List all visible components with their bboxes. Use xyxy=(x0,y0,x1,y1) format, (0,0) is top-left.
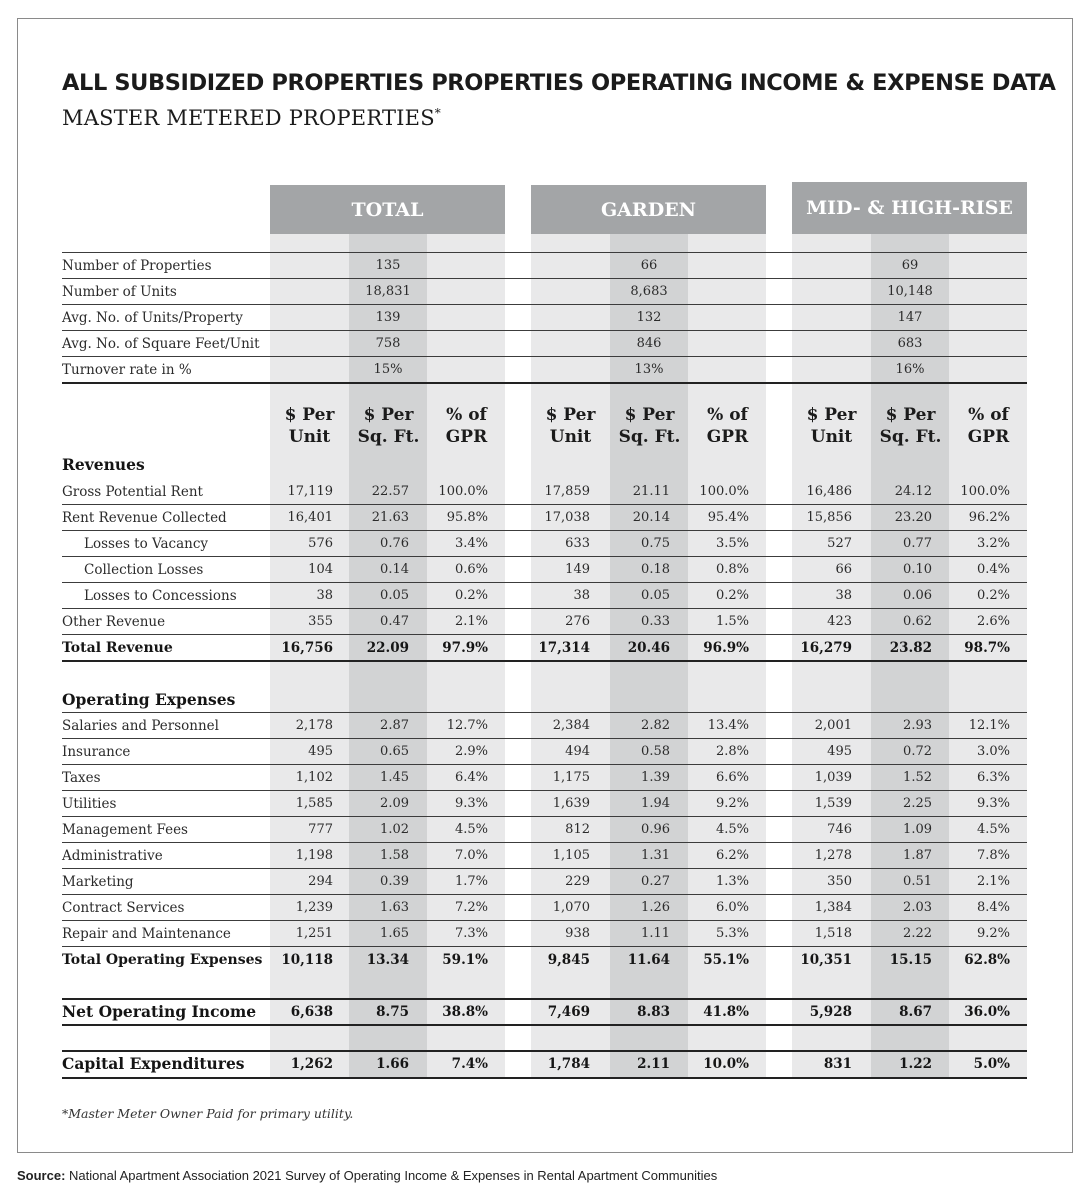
data-cell: 7.3% xyxy=(454,926,488,941)
data-cell: 294 xyxy=(308,874,333,889)
data-cell: 1.3% xyxy=(715,874,749,889)
data-cell: 3.0% xyxy=(976,744,1010,759)
capital-expenditures-row xyxy=(0,1051,1092,1077)
data-cell: 229 xyxy=(565,874,590,889)
group-header-mid-high-rise: MID- & HIGH-RISE xyxy=(792,182,1027,234)
column-header-line: Unit xyxy=(549,427,592,447)
data-cell: 938 xyxy=(565,926,590,941)
data-cell: 7.2% xyxy=(454,900,488,915)
data-cell: 100.0% xyxy=(438,484,488,499)
data-cell: 8.75 xyxy=(376,1004,409,1020)
data-cell: 11.64 xyxy=(627,952,670,968)
row-label: Other Revenue xyxy=(62,614,166,630)
net-operating-income-row xyxy=(0,999,1092,1025)
row-label: Number of Units xyxy=(62,284,177,300)
data-cell: 1.22 xyxy=(899,1056,932,1072)
stats-row xyxy=(0,253,1092,279)
data-cell: 1.66 xyxy=(376,1056,409,1072)
data-cell: 4.5% xyxy=(715,822,749,837)
data-cell: 2.1% xyxy=(976,874,1010,889)
data-row xyxy=(0,531,1092,557)
data-cell: 8.83 xyxy=(637,1004,670,1020)
stats-value: 69 xyxy=(901,258,919,273)
data-cell: 1,784 xyxy=(547,1056,590,1072)
data-cell: 20.46 xyxy=(627,640,670,656)
section-rule xyxy=(62,1077,1027,1079)
column-header xyxy=(688,404,767,448)
column-header xyxy=(349,404,428,448)
data-cell: 95.8% xyxy=(446,510,488,525)
column-header-line: $ Per xyxy=(545,405,596,425)
data-cell: 0.33 xyxy=(641,614,670,629)
data-cell: 3.4% xyxy=(454,536,488,551)
data-cell: 13.4% xyxy=(707,718,749,733)
column-header-line: % of xyxy=(707,405,748,425)
data-cell: 2.1% xyxy=(454,614,488,629)
total-row xyxy=(0,635,1092,661)
data-cell: 8.67 xyxy=(899,1004,932,1020)
data-cell: 1.11 xyxy=(641,926,670,941)
data-cell: 1.31 xyxy=(641,848,670,863)
data-cell: 95.4% xyxy=(707,510,749,525)
data-cell: 1.39 xyxy=(641,770,670,785)
stats-value: 135 xyxy=(375,258,401,273)
data-row xyxy=(0,869,1092,895)
data-cell: 8.4% xyxy=(976,900,1010,915)
data-row xyxy=(0,479,1092,505)
data-cell: 20.14 xyxy=(632,510,670,525)
data-cell: 10,118 xyxy=(281,952,333,968)
row-label: Avg. No. of Square Feet/Unit xyxy=(62,336,260,352)
column-header-line: $ Per xyxy=(363,405,414,425)
data-cell: 9,845 xyxy=(547,952,590,968)
stats-value: 66 xyxy=(640,258,658,273)
data-cell: 7.8% xyxy=(976,848,1010,863)
column-header-line: GPR xyxy=(706,427,749,447)
expenses-section-header xyxy=(0,687,1092,713)
data-cell: 0.76 xyxy=(380,536,409,551)
stats-value: 132 xyxy=(636,310,662,325)
row-label: Administrative xyxy=(62,848,163,864)
data-cell: 1,518 xyxy=(814,926,852,941)
data-cell: 2.82 xyxy=(641,718,670,733)
stats-value: 147 xyxy=(897,310,923,325)
data-cell: 1.52 xyxy=(903,770,932,785)
data-cell: 21.11 xyxy=(632,484,670,499)
data-cell: 2.87 xyxy=(380,718,409,733)
data-cell: 1.58 xyxy=(380,848,409,863)
data-cell: 1,102 xyxy=(295,770,333,785)
data-cell: 746 xyxy=(827,822,852,837)
data-cell: 12.7% xyxy=(446,718,488,733)
group-header-total: TOTAL xyxy=(270,185,505,234)
data-cell: 276 xyxy=(565,614,590,629)
row-label: Rent Revenue Collected xyxy=(62,510,227,526)
footnote: *Master Meter Owner Paid for primary utility. xyxy=(62,1106,354,1121)
data-cell: 527 xyxy=(827,536,852,551)
data-cell: 0.75 xyxy=(641,536,670,551)
data-cell: 1.45 xyxy=(380,770,409,785)
data-cell: 22.09 xyxy=(366,640,409,656)
data-cell: 423 xyxy=(827,614,852,629)
data-cell: 7.4% xyxy=(451,1056,488,1072)
data-row xyxy=(0,765,1092,791)
data-row xyxy=(0,713,1092,739)
data-cell: 17,119 xyxy=(287,484,333,499)
data-cell: 38 xyxy=(316,588,333,603)
column-header xyxy=(792,404,871,448)
stats-row xyxy=(0,305,1092,331)
data-cell: 6,638 xyxy=(290,1004,333,1020)
data-cell: 494 xyxy=(565,744,590,759)
data-cell: 2.11 xyxy=(637,1056,670,1072)
row-label: Number of Properties xyxy=(62,258,212,274)
data-cell: 1.65 xyxy=(380,926,409,941)
data-cell: 12.1% xyxy=(968,718,1010,733)
stats-row xyxy=(0,331,1092,357)
data-cell: 633 xyxy=(565,536,590,551)
data-cell: 6.3% xyxy=(976,770,1010,785)
page-title: ALL SUBSIDIZED PROPERTIES PROPERTIES OPERATING INCOME & EXPENSE DATA xyxy=(62,70,1056,96)
data-cell: 3.2% xyxy=(976,536,1010,551)
data-cell: 98.7% xyxy=(964,640,1010,656)
row-label: Collection Losses xyxy=(84,562,204,578)
total-row xyxy=(0,947,1092,973)
column-header-line: $ Per xyxy=(284,405,335,425)
row-label: Total Operating Expenses xyxy=(62,952,263,968)
stats-value: 10,148 xyxy=(887,284,933,299)
data-cell: 9.2% xyxy=(976,926,1010,941)
page-subtitle xyxy=(62,106,441,130)
column-header-line: Sq. Ft. xyxy=(618,427,681,447)
data-cell: 13.34 xyxy=(366,952,409,968)
data-cell: 23.82 xyxy=(889,640,932,656)
data-cell: 5,928 xyxy=(809,1004,852,1020)
data-cell: 23.20 xyxy=(894,510,932,525)
column-header-line: $ Per xyxy=(885,405,936,425)
data-cell: 1.5% xyxy=(715,614,749,629)
data-cell: 9.3% xyxy=(976,796,1010,811)
data-row xyxy=(0,739,1092,765)
data-cell: 41.8% xyxy=(703,1004,749,1020)
data-row xyxy=(0,791,1092,817)
data-cell: 495 xyxy=(308,744,333,759)
data-cell: 15.15 xyxy=(889,952,932,968)
column-header xyxy=(427,404,506,448)
data-cell: 1.7% xyxy=(454,874,488,889)
data-cell: 0.18 xyxy=(641,562,670,577)
data-cell: 0.65 xyxy=(380,744,409,759)
column-header-line: % of xyxy=(968,405,1009,425)
data-cell: 576 xyxy=(308,536,333,551)
data-cell: 1,251 xyxy=(295,926,333,941)
data-cell: 38.8% xyxy=(442,1004,488,1020)
data-cell: 0.62 xyxy=(903,614,932,629)
data-cell: 0.14 xyxy=(380,562,409,577)
column-header xyxy=(871,404,950,448)
column-header-line: Sq. Ft. xyxy=(357,427,420,447)
data-cell: 6.4% xyxy=(454,770,488,785)
row-label: Capital Expenditures xyxy=(62,1054,245,1073)
section-label: Revenues xyxy=(62,455,145,474)
data-cell: 1.87 xyxy=(903,848,932,863)
data-cell: 1,070 xyxy=(552,900,590,915)
data-cell: 0.72 xyxy=(903,744,932,759)
stats-value: 18,831 xyxy=(365,284,411,299)
data-cell: 38 xyxy=(835,588,852,603)
data-cell: 355 xyxy=(308,614,333,629)
data-cell: 1.94 xyxy=(641,796,670,811)
data-cell: 1,585 xyxy=(295,796,333,811)
data-cell: 2,384 xyxy=(552,718,590,733)
data-cell: 1,262 xyxy=(290,1056,333,1072)
data-cell: 2,001 xyxy=(814,718,852,733)
data-cell: 7,469 xyxy=(547,1004,590,1020)
data-cell: 2.03 xyxy=(903,900,932,915)
column-header-line: % of xyxy=(446,405,487,425)
row-label: Salaries and Personnel xyxy=(62,718,219,734)
data-cell: 149 xyxy=(565,562,590,577)
column-header-line: GPR xyxy=(445,427,488,447)
data-cell: 350 xyxy=(827,874,852,889)
data-row xyxy=(0,583,1092,609)
row-label: Insurance xyxy=(62,744,131,760)
source-text: National Apartment Association 2021 Survey of Operating Income & Expenses in Rental Apartment Communities xyxy=(69,1168,718,1183)
data-cell: 1,278 xyxy=(814,848,852,863)
data-row xyxy=(0,817,1092,843)
revenues-section-header xyxy=(0,452,1092,478)
data-cell: 100.0% xyxy=(960,484,1010,499)
data-cell: 66 xyxy=(835,562,852,577)
data-cell: 7.0% xyxy=(454,848,488,863)
stats-row xyxy=(0,357,1092,383)
data-cell: 0.27 xyxy=(641,874,670,889)
data-cell: 1,105 xyxy=(552,848,590,863)
data-cell: 2,178 xyxy=(295,718,333,733)
data-cell: 0.6% xyxy=(454,562,488,577)
stats-value: 8,683 xyxy=(630,284,668,299)
data-cell: 0.77 xyxy=(903,536,932,551)
column-header xyxy=(531,404,610,448)
data-cell: 59.1% xyxy=(442,952,488,968)
column-header-line: Sq. Ft. xyxy=(879,427,942,447)
source-line xyxy=(17,1168,717,1183)
data-cell: 0.47 xyxy=(380,614,409,629)
row-label: Gross Potential Rent xyxy=(62,484,203,500)
column-header xyxy=(610,404,689,448)
stats-row xyxy=(0,279,1092,305)
data-cell: 3.5% xyxy=(715,536,749,551)
data-cell: 4.5% xyxy=(454,822,488,837)
group-header-garden: GARDEN xyxy=(531,185,766,234)
row-label: Marketing xyxy=(62,874,134,890)
data-cell: 36.0% xyxy=(964,1004,1010,1020)
data-cell: 2.09 xyxy=(380,796,409,811)
data-cell: 16,401 xyxy=(287,510,333,525)
column-header-line: $ Per xyxy=(624,405,675,425)
data-cell: 5.3% xyxy=(715,926,749,941)
data-cell: 96.2% xyxy=(968,510,1010,525)
data-cell: 1,175 xyxy=(552,770,590,785)
data-cell: 1,039 xyxy=(814,770,852,785)
data-cell: 2.25 xyxy=(903,796,932,811)
data-cell: 16,486 xyxy=(806,484,852,499)
data-cell: 100.0% xyxy=(699,484,749,499)
column-header xyxy=(270,404,349,448)
column-header-line: Unit xyxy=(288,427,331,447)
data-cell: 0.96 xyxy=(641,822,670,837)
data-cell: 0.2% xyxy=(454,588,488,603)
data-cell: 104 xyxy=(308,562,333,577)
data-cell: 0.39 xyxy=(380,874,409,889)
stats-value: 13% xyxy=(634,362,664,377)
row-label: Avg. No. of Units/Property xyxy=(62,310,243,326)
row-label: Utilities xyxy=(62,796,117,812)
stats-value: 846 xyxy=(636,336,662,351)
data-cell: 0.05 xyxy=(641,588,670,603)
data-cell: 2.8% xyxy=(715,744,749,759)
data-cell: 38 xyxy=(573,588,590,603)
data-cell: 97.9% xyxy=(442,640,488,656)
row-label: Net Operating Income xyxy=(62,1002,257,1021)
row-label: Total Revenue xyxy=(62,640,173,656)
data-row xyxy=(0,505,1092,531)
data-cell: 62.8% xyxy=(964,952,1010,968)
row-label: Management Fees xyxy=(62,822,188,838)
row-label: Losses to Concessions xyxy=(84,588,237,604)
data-row xyxy=(0,843,1092,869)
data-cell: 6.0% xyxy=(715,900,749,915)
data-cell: 1,198 xyxy=(295,848,333,863)
data-cell: 1.63 xyxy=(380,900,409,915)
data-cell: 24.12 xyxy=(894,484,932,499)
data-cell: 9.3% xyxy=(454,796,488,811)
stats-value: 139 xyxy=(375,310,401,325)
data-cell: 15,856 xyxy=(806,510,852,525)
data-cell: 16,279 xyxy=(800,640,852,656)
stats-value: 758 xyxy=(375,336,401,351)
data-cell: 22.57 xyxy=(371,484,409,499)
data-cell: 4.5% xyxy=(976,822,1010,837)
data-cell: 5.0% xyxy=(973,1056,1010,1072)
data-cell: 21.63 xyxy=(371,510,409,525)
data-cell: 0.4% xyxy=(976,562,1010,577)
column-header-line: GPR xyxy=(967,427,1010,447)
column-header-line: $ Per xyxy=(806,405,857,425)
data-cell: 9.2% xyxy=(715,796,749,811)
stats-value: 15% xyxy=(373,362,403,377)
row-label: Contract Services xyxy=(62,900,185,916)
data-cell: 10,351 xyxy=(800,952,852,968)
column-header-line: Unit xyxy=(810,427,853,447)
data-cell: 2.6% xyxy=(976,614,1010,629)
data-cell: 17,859 xyxy=(544,484,590,499)
data-cell: 96.9% xyxy=(703,640,749,656)
data-row xyxy=(0,557,1092,583)
data-cell: 1.26 xyxy=(641,900,670,915)
data-cell: 1,384 xyxy=(814,900,852,915)
data-cell: 831 xyxy=(823,1056,852,1072)
data-cell: 16,756 xyxy=(281,640,333,656)
data-cell: 812 xyxy=(565,822,590,837)
data-cell: 0.10 xyxy=(903,562,932,577)
subtitle-text: MASTER METERED PROPERTIES xyxy=(62,106,435,130)
data-cell: 2.22 xyxy=(903,926,932,941)
data-cell: 17,314 xyxy=(538,640,590,656)
data-cell: 0.8% xyxy=(715,562,749,577)
data-cell: 495 xyxy=(827,744,852,759)
column-header xyxy=(949,404,1028,448)
source-label: Source: xyxy=(17,1168,66,1183)
subtitle-footnote-mark: * xyxy=(434,106,441,120)
data-cell: 777 xyxy=(308,822,333,837)
section-label: Operating Expenses xyxy=(62,690,236,709)
stats-value: 16% xyxy=(895,362,925,377)
row-label: Taxes xyxy=(62,770,101,786)
data-cell: 1.02 xyxy=(380,822,409,837)
row-label: Losses to Vacancy xyxy=(84,536,209,552)
data-cell: 0.2% xyxy=(715,588,749,603)
data-row xyxy=(0,895,1092,921)
data-cell: 6.6% xyxy=(715,770,749,785)
data-cell: 1.09 xyxy=(903,822,932,837)
data-cell: 0.2% xyxy=(976,588,1010,603)
data-cell: 55.1% xyxy=(703,952,749,968)
stats-value: 683 xyxy=(897,336,923,351)
data-cell: 1,639 xyxy=(552,796,590,811)
data-cell: 0.06 xyxy=(903,588,932,603)
data-cell: 0.58 xyxy=(641,744,670,759)
data-cell: 2.93 xyxy=(903,718,932,733)
data-row xyxy=(0,921,1092,947)
data-cell: 6.2% xyxy=(715,848,749,863)
row-label: Turnover rate in % xyxy=(62,362,192,378)
data-cell: 0.05 xyxy=(380,588,409,603)
data-cell: 1,239 xyxy=(295,900,333,915)
data-cell: 17,038 xyxy=(544,510,590,525)
data-cell: 10.0% xyxy=(703,1056,749,1072)
data-cell: 0.51 xyxy=(903,874,932,889)
data-cell: 1,539 xyxy=(814,796,852,811)
data-cell: 2.9% xyxy=(454,744,488,759)
row-label: Repair and Maintenance xyxy=(62,926,231,942)
data-row xyxy=(0,609,1092,635)
